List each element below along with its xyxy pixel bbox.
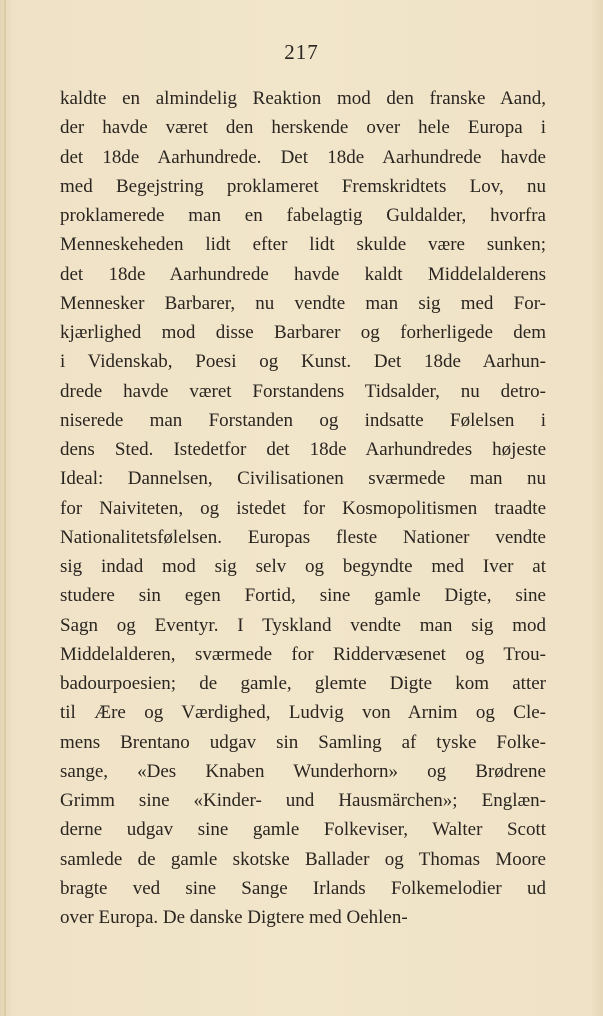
- text-line: niserede man Forstanden og indsatte Følelsen i: [60, 409, 546, 431]
- text-line: Mennesker Barbarer, nu vendte man sig med For-: [60, 292, 546, 314]
- page-number: 217: [284, 40, 319, 64]
- text-line: studere sin egen Fortid, sine gamle Digte, sine: [60, 585, 546, 607]
- text-line: drede havde været Forstandens Tidsalder, nu detro-: [60, 380, 546, 402]
- text-line: sange, «Des Knaben Wunderhorn» og Brødrene: [60, 760, 546, 782]
- page-spine-edge: [4, 0, 6, 1016]
- text-line: over Europa. De danske Digtere med Oehlen-: [60, 907, 408, 928]
- text-line: derne udgav sine gamle Folkeviser, Walter Scott: [60, 819, 546, 841]
- text-line: der havde været den herskende over hele Europa i: [60, 117, 546, 139]
- text-line: dens Sted. Istedetfor det 18de Aarhundredes højeste: [60, 439, 546, 460]
- body-text: [60, 84, 546, 932]
- text-line: proklamerede man en fabelagtig Guldalder, hvorfra: [60, 205, 546, 226]
- text-line: Sagn og Eventyr. I Tyskland vendte man sig mod: [60, 614, 546, 636]
- text-line: Middelalderen, sværmede for Riddervæsenet og Trou-: [60, 643, 546, 665]
- text-line: til Ære og Værdighed, Ludvig von Arnim og Cle-: [60, 702, 546, 724]
- text-line: sig indad mod sig selv og begyndte med Iver at: [60, 556, 546, 577]
- text-line: Menneskeheden lidt efter lidt skulde være sunken;: [60, 234, 546, 256]
- text-line: for Naiviteten, og istedet for Kosmopolitismen traadte: [60, 497, 546, 519]
- text-line: bragte ved sine Sange Irlands Folkemelodier ud: [60, 877, 546, 899]
- text-line: badourpoesien; de gamle, glemte Digte kom atter: [60, 673, 546, 694]
- text-line: kaldte en almindelig Reaktion mod den franske Aand,: [60, 88, 546, 109]
- text-line: det 18de Aarhundrede havde kaldt Middelalderens: [60, 263, 546, 285]
- text-line: kjærlighed mod disse Barbarer og forherligede dem: [60, 322, 546, 343]
- text-line: mens Brentano udgav sin Samling af tyske Folke-: [60, 731, 546, 753]
- text-line: i Videnskab, Poesi og Kunst. Det 18de Aarhun-: [60, 351, 546, 373]
- text-line: det 18de Aarhundrede. Det 18de Aarhundrede havde: [60, 146, 546, 168]
- text-line: med Begejstring proklameret Fremskridtets Lov, nu: [60, 175, 546, 197]
- text-line: Nationalitetsfølelsen. Europas fleste Nationer vendte: [60, 526, 546, 548]
- text-line: Ideal: Dannelsen, Civilisationen sværmede man nu: [60, 468, 546, 490]
- text-line: samlede de gamle skotske Ballader og Thomas Moore: [60, 848, 546, 870]
- text-line: Grimm sine «Kinder- und Hausmärchen»; Englæn-: [60, 790, 546, 811]
